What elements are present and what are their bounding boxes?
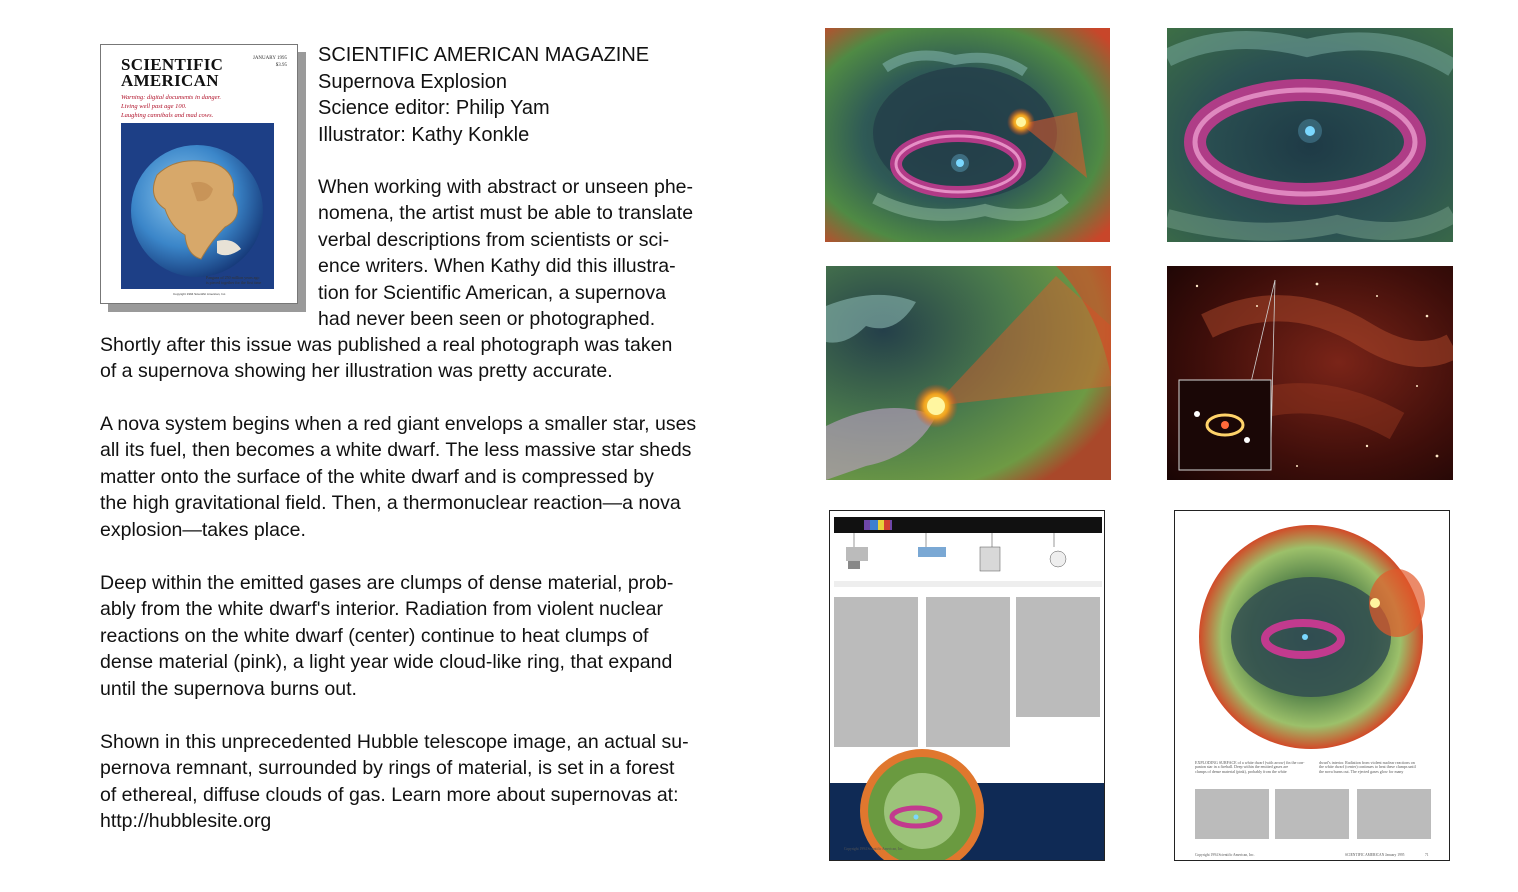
supernova-illustration-full [825, 28, 1110, 242]
cover-tagline: Warning: digital documents in danger. Living well past age 100. Laughing cannibals and mad cows. [121, 94, 221, 119]
right-page-copyright: Copyright 1994 Scientific American, Inc. [1195, 853, 1255, 857]
illustrator-credit: Illustrator: Kathy Konkle [318, 123, 530, 146]
cover-masthead: SCIENTIFIC AMERICAN [121, 55, 224, 90]
magazine-spread-page-right [1174, 510, 1450, 861]
cover-date: JANUARY 1995 $3.95 [252, 56, 287, 68]
right-page-caption: EXPLODING SURFACE of a white dwarf (with arrow) fin the con- panion star in a fireball. Deep within the emitted gases are clumps of dense material (pink), probably from the white [1195, 760, 1305, 774]
spectrum-diagram [830, 511, 1105, 861]
intro-paragraph: When working with abstract or unseen phe- nomena, the artist must be able to translate verbal descriptions from scientists or sci- ence writers. When Kathy did this illustra- tion for Scientific American, a supernova had never been seen or photographed. [318, 176, 694, 331]
pangaea-globe-icon [121, 123, 274, 289]
header-block [318, 42, 649, 148]
magazine-spread-page-left [829, 510, 1105, 861]
right-page-footer: SCIENTIFIC AMERICAN January 1995 [1345, 853, 1405, 857]
clumps-paragraph: Deep within the emitted gases are clumps of dense material, prob- ably from the white dwarf's interior. Radiation from violent nuclear reactions on the white dwarf (center) continue to heat clumps of dense material (pink), a light year wide cloud-like ring, that expand until the supernova burns out. [100, 572, 674, 700]
hubble-supernova-photo [1167, 266, 1453, 480]
cover-caption: Pangaea of 250 million years ago is pieced together for the first time [206, 275, 262, 285]
science-editor: Science editor: Philip Yam [318, 97, 550, 119]
supernova-ring-closeup [1167, 28, 1453, 242]
article-subject: Supernova Explosion [318, 70, 508, 93]
right-page-caption-continued: dwarf's interior. Radiation from violent nuclear reactions on the white dwarf (center) continues to heat these clumps until the nova burns out. The ejected gases glow for many [1319, 760, 1416, 774]
hubble-paragraph: Shown in this unprecedented Hubble telescope image, an actual su- pernova remnant, surrounded by rings of material, is set in a forest of ethereal, diffuse clouds of gas. Learn more about supernovas at: http://hubblesite.org [100, 731, 689, 833]
magazine-name: SCIENTIFIC AMERICAN MAGAZINE [318, 44, 650, 66]
magazine-cover [100, 44, 298, 304]
nova-paragraph: A nova system begins when a red giant envelops a smaller star, uses all its fuel, then becomes a white dwarf. The less massive star sheds matter onto the surface of the white dwarf and is compressed by the high gravitational field. Then, a thermonuclear reaction—a nova explosion—takes place. [100, 413, 697, 541]
article-text-columns [1175, 783, 1450, 843]
intro-paragraph-continued: Shortly after this issue was published a real photograph was taken of a supernova showing her illustration was pretty accurate. [100, 334, 673, 383]
cover-copyright: Copyright 1994 Scientific American, Inc. [173, 292, 227, 296]
right-page-number: 71 [1425, 853, 1429, 857]
left-page-copyright: Copyright 1994 Scientific American, Inc. [844, 847, 904, 851]
cover-earth-illustration [121, 123, 274, 289]
companion-star-closeup [826, 266, 1111, 480]
